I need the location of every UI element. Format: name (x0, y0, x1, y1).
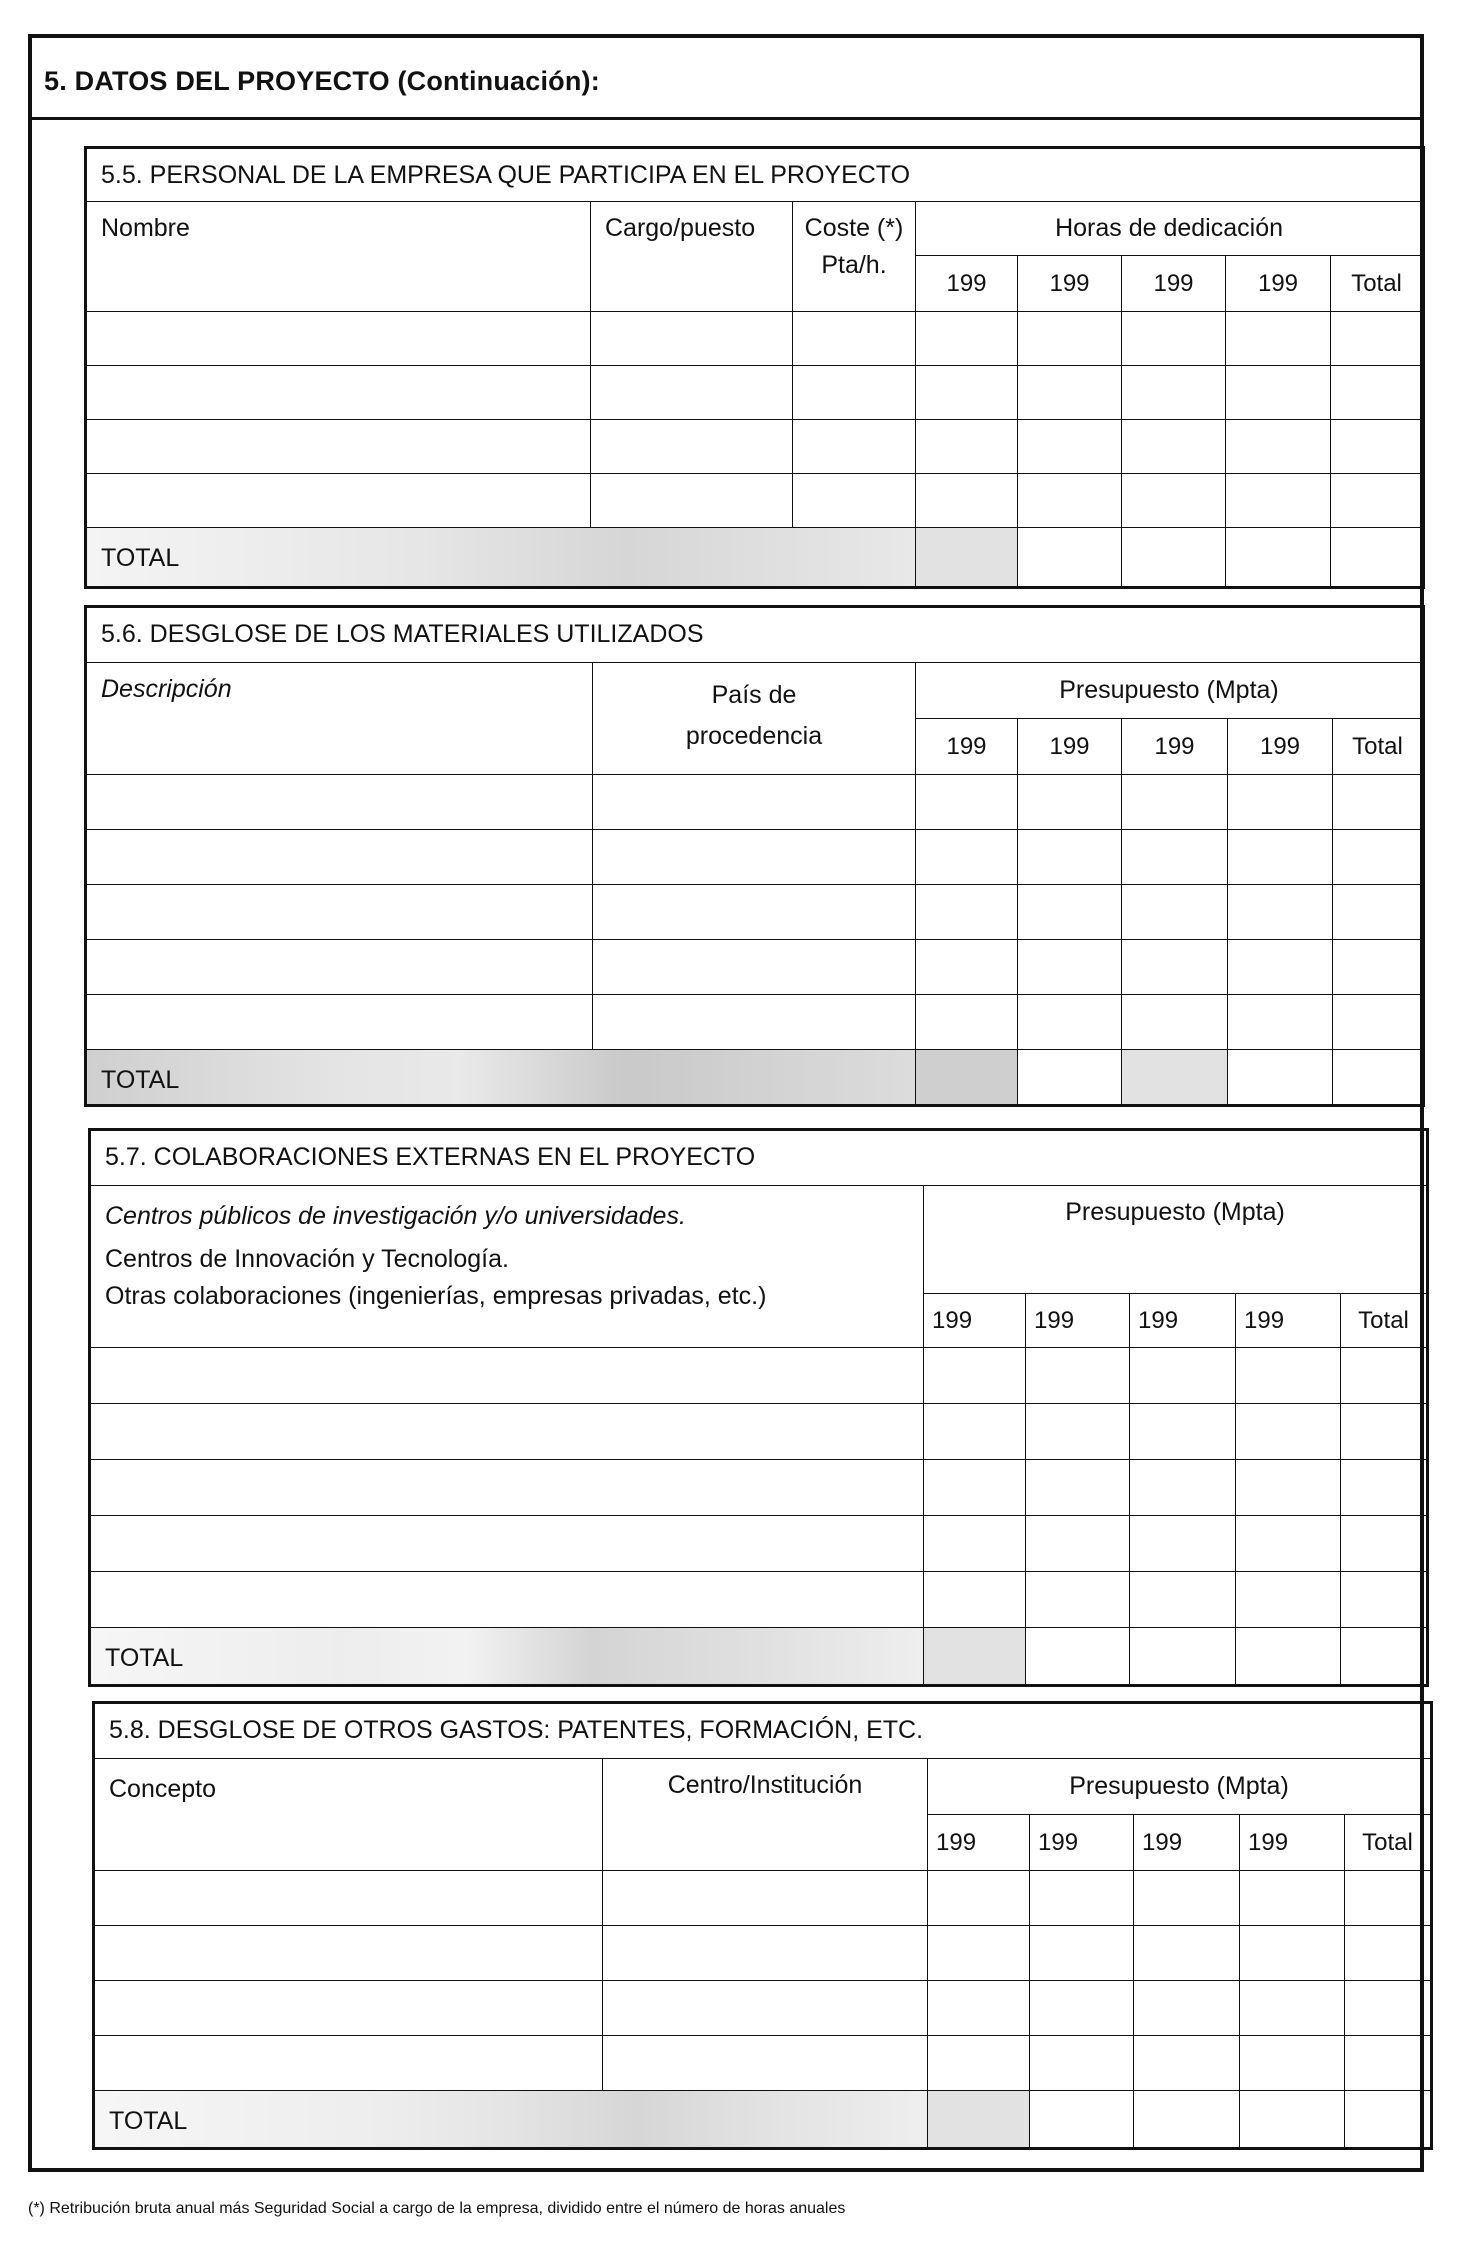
total-cell[interactable] (924, 1628, 1026, 1686)
input-cell[interactable] (1018, 830, 1122, 885)
year-cell: 199 (1228, 719, 1333, 775)
page-title: 5. DATOS DEL PROYECTO (Continuación): (32, 38, 1420, 120)
input-cell[interactable] (94, 1926, 603, 1981)
input-cell[interactable] (1130, 1460, 1236, 1516)
input-cell[interactable] (1226, 312, 1331, 366)
year-cell: 199 (1130, 1294, 1236, 1348)
input-cell[interactable] (1341, 1404, 1428, 1460)
table-row (86, 474, 1424, 528)
input-cell[interactable] (593, 830, 916, 885)
total-cell[interactable] (1018, 1050, 1122, 1106)
input-cell[interactable] (1122, 312, 1226, 366)
input-cell[interactable] (593, 995, 916, 1050)
input-cell[interactable] (86, 885, 593, 940)
table-row (86, 775, 1424, 830)
input-cell[interactable] (86, 474, 591, 528)
input-cell[interactable] (924, 1404, 1026, 1460)
input-cell[interactable] (1030, 1981, 1134, 2036)
input-cell[interactable] (924, 1348, 1026, 1404)
input-cell[interactable] (1026, 1460, 1130, 1516)
collab-line1: Centros públicos de investigación y/o universidades. (105, 1202, 686, 1230)
year-cell: 199 (928, 1815, 1030, 1871)
collab-line3: Otras colaboraciones (ingenierías, empresas privadas, etc.) (105, 1282, 767, 1310)
table-row (86, 366, 1424, 420)
presupuesto-header: Presupuesto (Mpta) (924, 1186, 1428, 1294)
input-cell[interactable] (1134, 1981, 1240, 2036)
input-cell[interactable] (1122, 995, 1228, 1050)
input-cell[interactable] (86, 830, 593, 885)
input-cell[interactable] (924, 1572, 1026, 1628)
input-cell[interactable] (94, 2036, 603, 2091)
input-cell[interactable] (916, 420, 1018, 474)
presupuesto-header: Presupuesto (Mpta) (928, 1759, 1432, 1815)
input-cell[interactable] (1240, 2036, 1345, 2091)
input-cell[interactable] (1236, 1404, 1341, 1460)
table-row (90, 1404, 1428, 1460)
footnote: (*) Retribución bruta anual más Seguridad Social a cargo de la empresa, dividido entre el número de horas anuales (28, 2200, 846, 2217)
input-cell[interactable] (1345, 2036, 1432, 2091)
input-cell[interactable] (793, 312, 916, 366)
input-cell[interactable] (1122, 940, 1228, 995)
input-cell[interactable] (1026, 1572, 1130, 1628)
total-row (86, 528, 1424, 588)
year-cell: 199 (916, 256, 1018, 312)
input-cell[interactable] (1331, 366, 1424, 420)
input-cell[interactable] (928, 2036, 1030, 2091)
input-cell[interactable] (1130, 1516, 1236, 1572)
input-cell[interactable] (793, 420, 916, 474)
table-row (86, 940, 1424, 995)
input-cell[interactable] (1030, 1926, 1134, 1981)
input-cell[interactable] (603, 1981, 928, 2036)
input-cell[interactable] (1333, 830, 1424, 885)
input-cell[interactable] (1030, 2036, 1134, 2091)
input-cell[interactable] (1226, 474, 1331, 528)
input-cell[interactable] (916, 830, 1018, 885)
year-cell: 199 (1134, 1815, 1240, 1871)
input-cell[interactable] (793, 366, 916, 420)
input-cell[interactable] (1341, 1348, 1428, 1404)
input-cell[interactable] (1018, 312, 1122, 366)
col-coste-line1: Coste (*) (804, 214, 904, 242)
input-cell[interactable] (1236, 1348, 1341, 1404)
input-cell[interactable] (1226, 366, 1331, 420)
year-cell: 199 (1026, 1294, 1130, 1348)
table-row (90, 1516, 1428, 1572)
year-cell: 199 (1226, 256, 1331, 312)
total-col-header: Total (1331, 256, 1424, 312)
col-pais-line1: País de (711, 681, 797, 709)
input-cell[interactable] (90, 1348, 924, 1404)
total-cell[interactable] (1134, 2091, 1240, 2149)
section-5-5-table (84, 146, 1425, 589)
input-cell[interactable] (86, 940, 593, 995)
input-cell[interactable] (1333, 885, 1424, 940)
collab-line2: Centros de Innovación y Tecnología. (105, 1245, 509, 1273)
input-cell[interactable] (94, 1981, 603, 2036)
input-cell[interactable] (1226, 420, 1331, 474)
input-cell[interactable] (1122, 366, 1226, 420)
input-cell[interactable] (1018, 420, 1122, 474)
input-cell[interactable] (1345, 1981, 1432, 2036)
input-cell[interactable] (1236, 1516, 1341, 1572)
total-cell[interactable] (1122, 1050, 1228, 1106)
total-cell[interactable] (1228, 1050, 1333, 1106)
total-row (90, 1628, 1428, 1686)
input-cell[interactable] (591, 312, 793, 366)
total-cell[interactable] (928, 2091, 1030, 2149)
total-cell[interactable] (1130, 1628, 1236, 1686)
collab-types (90, 1186, 924, 1348)
section-5-6-table (84, 605, 1425, 1107)
table-row (94, 1981, 1432, 2036)
input-cell[interactable] (1026, 1348, 1130, 1404)
input-cell[interactable] (1341, 1460, 1428, 1516)
input-cell[interactable] (1236, 1460, 1341, 1516)
table-row (86, 995, 1424, 1050)
year-cell: 199 (916, 719, 1018, 775)
total-cell[interactable] (1341, 1628, 1428, 1686)
input-cell[interactable] (1331, 420, 1424, 474)
input-cell[interactable] (1018, 940, 1122, 995)
year-cell: 199 (1122, 256, 1226, 312)
input-cell[interactable] (1018, 885, 1122, 940)
table-row (86, 830, 1424, 885)
col-concepto: Concepto (94, 1759, 603, 1871)
horas-dedicacion-header: Horas de dedicación (916, 202, 1424, 256)
input-cell[interactable] (603, 1871, 928, 1926)
col-descripcion: Descripción (86, 663, 593, 775)
input-cell[interactable] (916, 995, 1018, 1050)
input-cell[interactable] (86, 995, 593, 1050)
input-cell[interactable] (1018, 474, 1122, 528)
input-cell[interactable] (1130, 1572, 1236, 1628)
total-label: TOTAL (94, 2091, 928, 2149)
input-cell[interactable] (1122, 420, 1226, 474)
input-cell[interactable] (924, 1460, 1026, 1516)
year-cell: 199 (1122, 719, 1228, 775)
total-cell[interactable] (1018, 528, 1122, 588)
input-cell[interactable] (1134, 1926, 1240, 1981)
input-cell[interactable] (1331, 474, 1424, 528)
input-cell[interactable] (1333, 940, 1424, 995)
input-cell[interactable] (90, 1460, 924, 1516)
input-cell[interactable] (1030, 1871, 1134, 1926)
year-cell: 199 (1018, 256, 1122, 312)
table-row (86, 885, 1424, 940)
input-cell[interactable] (928, 1926, 1030, 1981)
input-cell[interactable] (86, 775, 593, 830)
input-cell[interactable] (1240, 1926, 1345, 1981)
input-cell[interactable] (916, 366, 1018, 420)
input-cell[interactable] (793, 474, 916, 528)
total-col-header: Total (1345, 1815, 1432, 1871)
input-cell[interactable] (928, 1981, 1030, 2036)
input-cell[interactable] (916, 940, 1018, 995)
col-cargo: Cargo/puesto (591, 202, 793, 312)
section-5-7-table (88, 1128, 1429, 1687)
input-cell[interactable] (1228, 775, 1333, 830)
input-cell[interactable] (86, 420, 591, 474)
table-row (90, 1348, 1428, 1404)
input-cell[interactable] (916, 474, 1018, 528)
col-pais (593, 663, 916, 775)
table-row (86, 312, 1424, 366)
input-cell[interactable] (1122, 474, 1226, 528)
total-cell[interactable] (1026, 1628, 1130, 1686)
input-cell[interactable] (1331, 312, 1424, 366)
input-cell[interactable] (916, 775, 1018, 830)
input-cell[interactable] (593, 775, 916, 830)
input-cell[interactable] (86, 312, 591, 366)
input-cell[interactable] (1130, 1404, 1236, 1460)
col-coste-line2: Pta/h. (821, 251, 887, 279)
input-cell[interactable] (1130, 1348, 1236, 1404)
input-cell[interactable] (1122, 775, 1228, 830)
input-cell[interactable] (1018, 995, 1122, 1050)
input-cell[interactable] (1341, 1516, 1428, 1572)
input-cell[interactable] (1122, 830, 1228, 885)
section-5-7-title: 5.7. COLABORACIONES EXTERNAS EN EL PROYECTO (90, 1130, 1428, 1186)
input-cell[interactable] (1026, 1404, 1130, 1460)
total-col-header: Total (1333, 719, 1424, 775)
col-pais-line2: procedencia (685, 722, 823, 750)
input-cell[interactable] (1228, 995, 1333, 1050)
input-cell[interactable] (1333, 775, 1424, 830)
total-label: TOTAL (86, 528, 916, 588)
input-cell[interactable] (1018, 366, 1122, 420)
input-cell[interactable] (1122, 885, 1228, 940)
input-cell[interactable] (591, 420, 793, 474)
year-cell: 199 (1240, 1815, 1345, 1871)
table-row (94, 1871, 1432, 1926)
year-cell: 199 (924, 1294, 1026, 1348)
input-cell[interactable] (928, 1871, 1030, 1926)
total-cell[interactable] (1240, 2091, 1345, 2149)
total-cell[interactable] (1122, 528, 1226, 588)
input-cell[interactable] (1333, 995, 1424, 1050)
table-row (94, 1926, 1432, 1981)
input-cell[interactable] (1134, 2036, 1240, 2091)
input-cell[interactable] (94, 1871, 603, 1926)
table-row (90, 1460, 1428, 1516)
total-row (94, 2091, 1432, 2149)
total-cell[interactable] (1236, 1628, 1341, 1686)
total-col-header: Total (1341, 1294, 1428, 1348)
total-label: TOTAL (86, 1050, 916, 1106)
total-cell[interactable] (1345, 2091, 1432, 2149)
input-cell[interactable] (1026, 1516, 1130, 1572)
input-cell[interactable] (1345, 1871, 1432, 1926)
input-cell[interactable] (1228, 940, 1333, 995)
input-cell[interactable] (593, 885, 916, 940)
col-centro: Centro/Institución (603, 1759, 928, 1871)
input-cell[interactable] (90, 1516, 924, 1572)
input-cell[interactable] (593, 940, 916, 995)
input-cell[interactable] (90, 1572, 924, 1628)
input-cell[interactable] (1228, 885, 1333, 940)
total-cell[interactable] (1226, 528, 1331, 588)
presupuesto-header: Presupuesto (Mpta) (916, 663, 1424, 719)
total-cell[interactable] (1030, 2091, 1134, 2149)
input-cell[interactable] (1240, 1981, 1345, 2036)
input-cell[interactable] (1018, 775, 1122, 830)
table-row (94, 2036, 1432, 2091)
input-cell[interactable] (1341, 1572, 1428, 1628)
input-cell[interactable] (916, 885, 1018, 940)
input-cell[interactable] (591, 366, 793, 420)
col-nombre: Nombre (86, 202, 591, 312)
total-cell[interactable] (916, 1050, 1018, 1106)
input-cell[interactable] (1134, 1871, 1240, 1926)
input-cell[interactable] (916, 312, 1018, 366)
section-5-8-title: 5.8. DESGLOSE DE OTROS GASTOS: PATENTES, FORMACIÓN, ETC. (94, 1703, 1432, 1759)
total-row (86, 1050, 1424, 1106)
input-cell[interactable] (1345, 1926, 1432, 1981)
input-cell[interactable] (603, 2036, 928, 2091)
total-cell[interactable] (1333, 1050, 1424, 1106)
col-coste (793, 202, 916, 312)
year-cell: 199 (1030, 1815, 1134, 1871)
input-cell[interactable] (924, 1516, 1026, 1572)
input-cell[interactable] (1236, 1572, 1341, 1628)
total-label: TOTAL (90, 1628, 924, 1686)
input-cell[interactable] (90, 1404, 924, 1460)
section-5-8-table (92, 1701, 1433, 2150)
input-cell[interactable] (603, 1926, 928, 1981)
total-cell[interactable] (1331, 528, 1424, 588)
table-row (86, 420, 1424, 474)
year-cell: 199 (1236, 1294, 1341, 1348)
table-row (90, 1572, 1428, 1628)
section-5-5-title: 5.5. PERSONAL DE LA EMPRESA QUE PARTICIPA EN EL PROYECTO (86, 148, 1424, 202)
input-cell[interactable] (1228, 830, 1333, 885)
input-cell[interactable] (1240, 1871, 1345, 1926)
input-cell[interactable] (591, 474, 793, 528)
section-5-6-title: 5.6. DESGLOSE DE LOS MATERIALES UTILIZADOS (86, 607, 1424, 663)
total-cell[interactable] (916, 528, 1018, 588)
input-cell[interactable] (86, 366, 591, 420)
year-cell: 199 (1018, 719, 1122, 775)
